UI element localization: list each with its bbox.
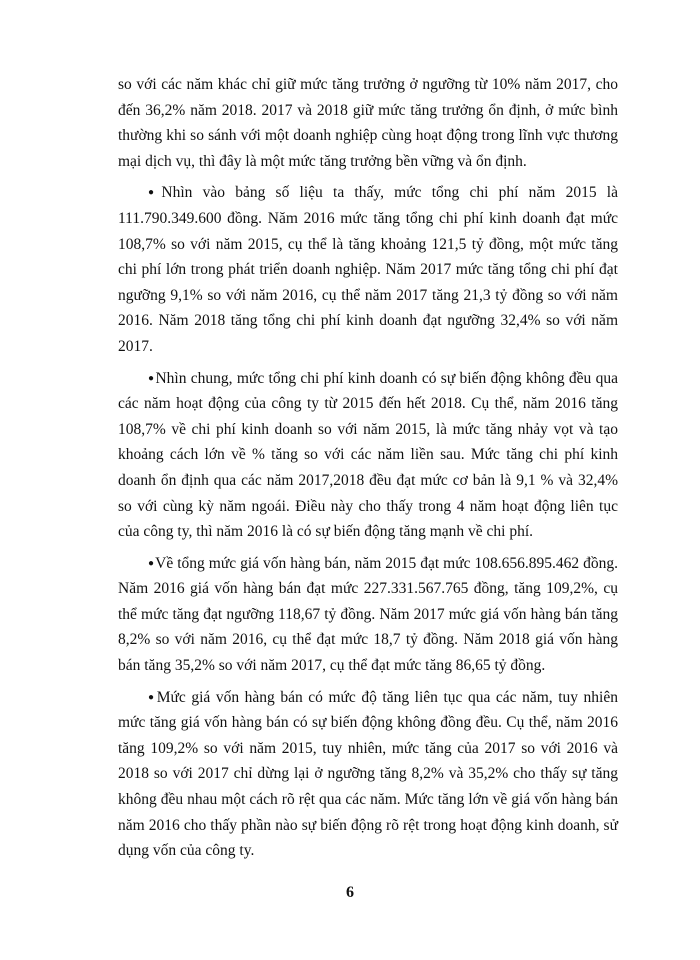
- bullet-icon: ●: [148, 187, 161, 199]
- bullet-paragraph-cost-overview: [118, 366, 618, 545]
- bullet-icon: ●: [148, 372, 155, 384]
- bullet-icon: ●: [148, 691, 156, 703]
- paragraph-text: Mức giá vốn hàng bán có mức độ tăng liên tục qua các năm, tuy nhiên mức tăng giá vốn hàng bán có sự biến động không đồng đều. Cụ thể, năm 2016 tăng 109,2% so với năm 2015, tuy nhiên, mức tăng của 2017 so với 2016 và 2018 so với 2017 chỉ dừng lại ở ngưỡng tăng 8,2% và 35,2% cho thấy sự tăng không đều nhau một cách rõ rệt qua các năm. Mức tăng lớn về giá vốn hàng bán năm 2016 cho thấy phần nào sự biến động rõ rệt trong hoạt động kinh doanh, sử dụng vốn của công ty.: [118, 688, 618, 860]
- paragraph-text: so với các năm khác chỉ giữ mức tăng trưởng ở ngưỡng từ 10% năm 2017, cho đến 36,2% năm 2018. 2017 và 2018 giữ mức tăng trưởng ổn định, ở mức bình thường khi so sánh với một doanh nghiệp cùng hoạt động trong lĩnh vực thương mại dịch vụ, thì đây là một mức tăng trưởng bền vững và ổn định.: [118, 76, 618, 170]
- document-body: [118, 72, 618, 870]
- bullet-icon: ●: [148, 557, 155, 569]
- paragraph-text: Về tổng mức giá vốn hàng bán, năm 2015 đạt mức 108.656.895.462 đồng. Năm 2016 giá vốn hàng bán đạt mức 227.331.567.765 đồng, tăng 109,2%, cụ thể mức tăng đạt ngưỡng 118,67 tỷ đồng. Năm 2017 mức giá vốn hàng bán tăng 8,2% so với năm 2016, cụ thể đạt mức 18,7 tỷ đồng. Năm 2018 giá vốn hàng bán tăng 35,2% so với năm 2017, cụ thể đạt mức tăng 86,65 tỷ đồng.: [118, 554, 618, 675]
- page-number: 6: [346, 884, 354, 901]
- bullet-paragraph-cogs: [118, 551, 618, 679]
- bullet-paragraph-total-cost: [118, 180, 618, 359]
- paragraph-continuation: [118, 72, 618, 174]
- bullet-paragraph-cogs-overview: [118, 685, 618, 864]
- paragraph-text: Nhìn chung, mức tổng chi phí kinh doanh có sự biến động không đều qua các năm hoạt động của công ty từ 2015 đến hết 2018. Cụ thể, năm 2016 tăng 108,7% về chi phí kinh doanh so với năm 2015, là mức tăng nhảy vọt và tạo khoảng cách lớn về % tăng so với các năm liền sau. Mức tăng chi phí kinh doanh ổn định qua các năm 2017,2018 đều đạt mức cơ bản là 9,1 % và 32,4% so với cùng kỳ năm ngoái. Điều này cho thấy trong 4 năm hoạt động liên tục của công ty, thì năm 2016 là có sự biến động tăng mạnh về chi phí.: [118, 369, 618, 541]
- paragraph-text: Nhìn vào bảng số liệu ta thấy, mức tổng chi phí năm 2015 là 111.790.349.600 đồng. Năm 2016 mức tăng tổng chi phí kinh doanh đạt mức 108,7% so với năm 2015, cụ thể là tăng khoảng 121,5 tỷ đồng, một mức tăng chi phí lớn trong phát triển doanh nghiệp. Năm 2017 mức tăng tổng chi phí đạt ngưỡng 9,1% so với năm 2016, cụ thể năm 2017 tăng 21,3 tỷ đồng so với năm 2016. Năm 2018 tăng tổng chi phí kinh doanh đạt ngưỡng 32,4% so với năm 2017.: [118, 184, 618, 355]
